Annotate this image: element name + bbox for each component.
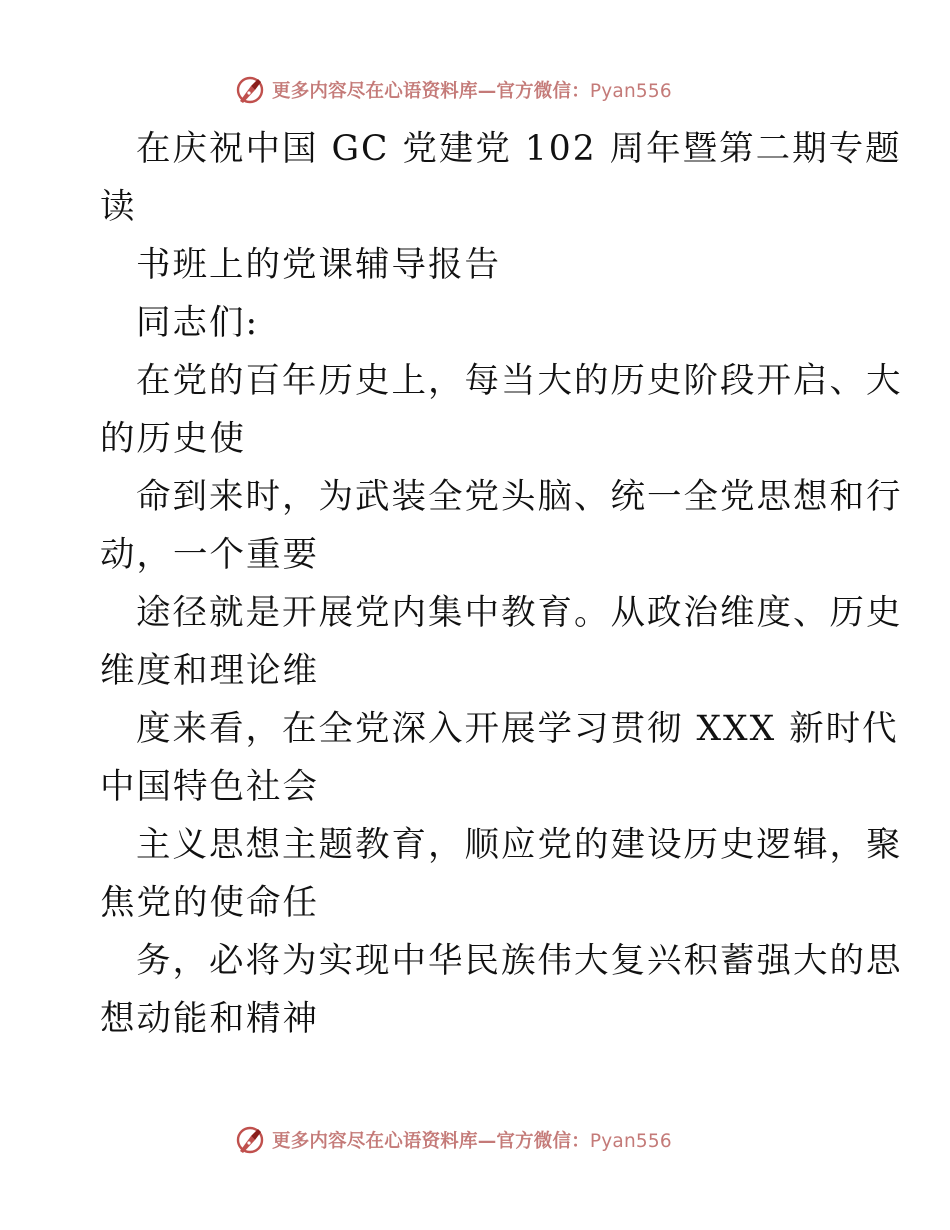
salutation: 同志们: xyxy=(136,303,260,343)
paragraph-line: 动，一个重要 xyxy=(100,535,319,575)
banner-text: 更多内容尽在心语资料库—官方微信：Pyan556 xyxy=(272,1131,672,1152)
title-line-2: 读 xyxy=(100,187,137,227)
paragraph-line: 度来看，在全党深入开展学习贯彻 XXX 新时代 xyxy=(136,709,899,749)
document-body xyxy=(100,120,903,1048)
title-line-1: 在庆祝中国 GC 党建党 102 周年暨第二期专题 xyxy=(136,129,902,169)
paragraph-line: 的历史使 xyxy=(100,419,246,459)
paragraph-line: 命到来时，为武装全党头脑、统一全党思想和行 xyxy=(136,477,903,517)
paragraph-line: 在党的百年历史上，每当大的历史阶段开启、大 xyxy=(136,361,903,401)
paragraph-line: 务，必将为实现中华民族伟大复兴积蓄强大的思 xyxy=(136,941,903,981)
title-line-3: 书班上的党课辅导报告 xyxy=(136,245,501,285)
header-banner xyxy=(234,73,714,107)
paragraph-line: 焦党的使命任 xyxy=(100,883,319,923)
pen-nib-circle-logo-icon xyxy=(234,1124,266,1156)
paragraph-line: 维度和理论维 xyxy=(100,651,319,691)
banner-text: 更多内容尽在心语资料库—官方微信：Pyan556 xyxy=(272,81,672,102)
paragraph-line: 主义思想主题教育，顺应党的建设历史逻辑，聚 xyxy=(136,825,903,865)
pen-nib-circle-logo-icon xyxy=(234,74,266,106)
footer-banner xyxy=(234,1123,714,1157)
paragraph-line: 中国特色社会 xyxy=(100,767,319,807)
paragraph-line: 途径就是开展党内集中教育。从政治维度、历史 xyxy=(136,593,903,633)
paragraph-line: 想动能和精神 xyxy=(100,999,319,1039)
